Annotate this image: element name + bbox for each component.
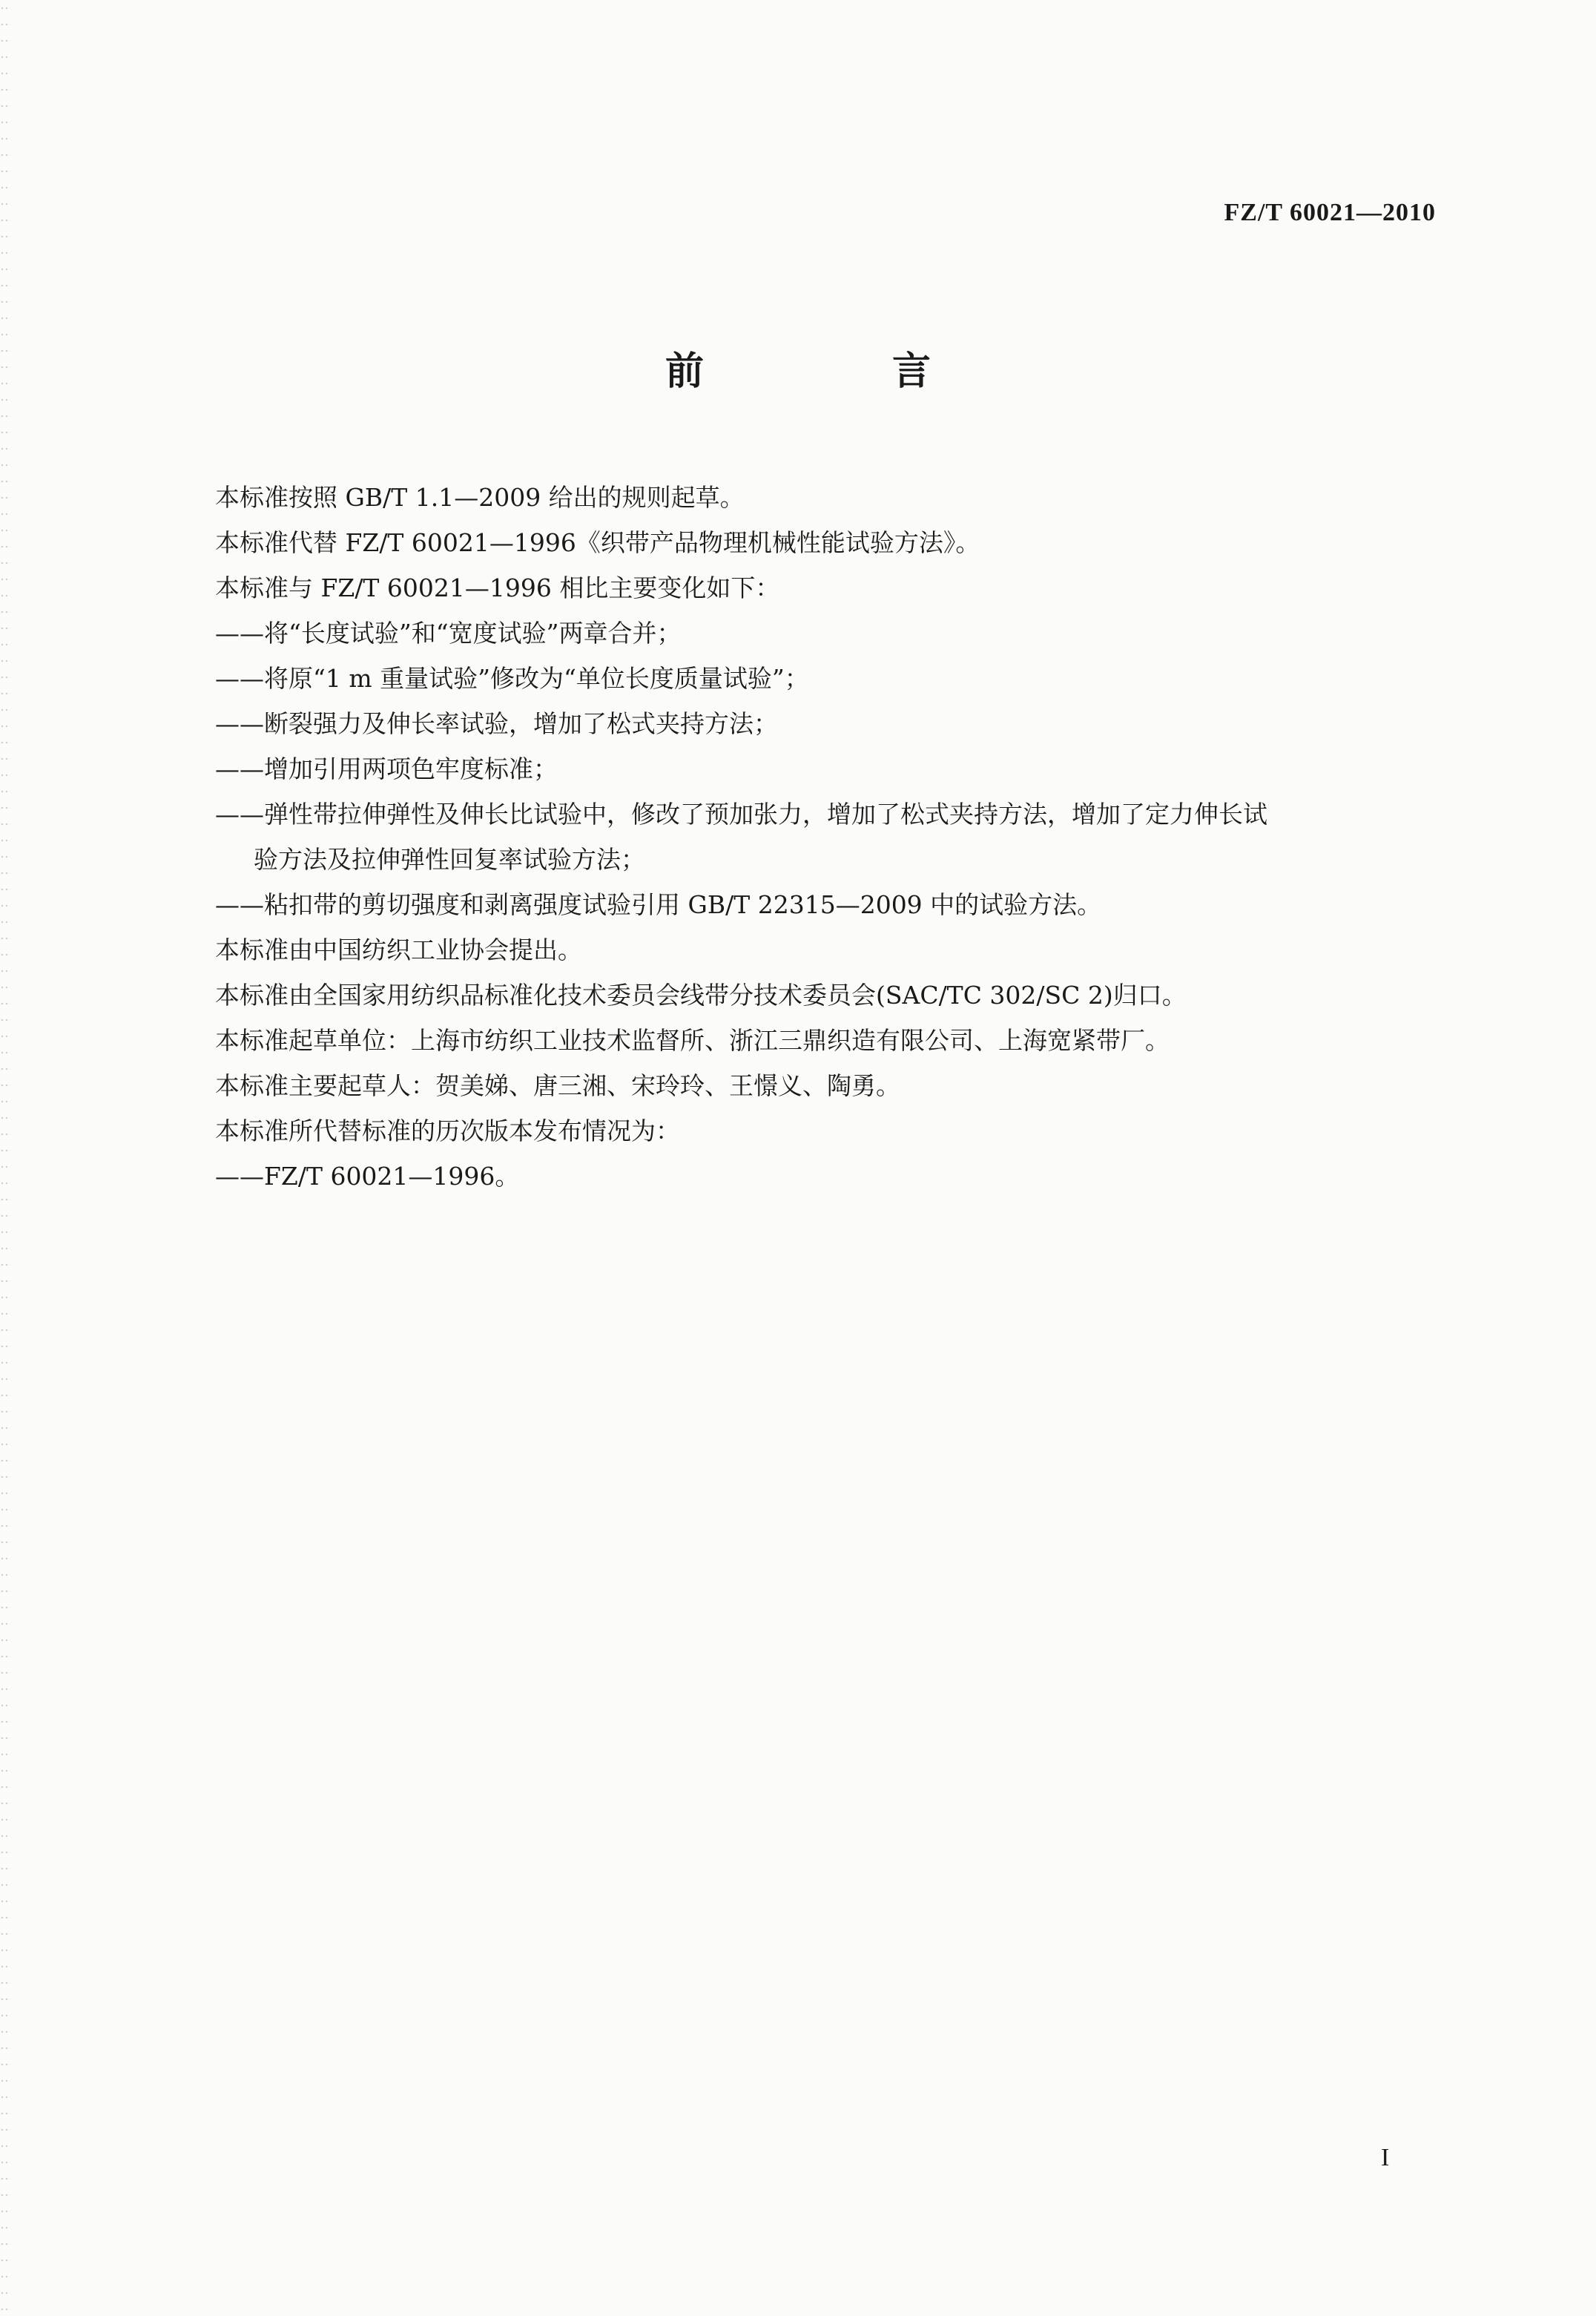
foreword-body [215, 475, 1446, 1199]
text-line: 本标准由全国家用纺织品标准化技术委员会线带分技术委员会(SAC/TC 302/SC 2)归口。 [215, 981, 1187, 1010]
list-item: ——将原“1 m 重量试验”修改为“单位长度质量试验”； [215, 664, 809, 693]
standard-code: FZ/T 60021—2010 [1224, 199, 1436, 226]
text-line: 本标准与 FZ/T 60021—1996 相比主要变化如下： [215, 573, 780, 602]
list-item: ——增加引用两项色牢度标准； [215, 754, 558, 783]
list-item-continuation: 验方法及拉伸弹性回复率试验方法； [254, 845, 645, 874]
list-item: ——FZ/T 60021—1996。 [215, 1162, 520, 1191]
list-item: ——将“长度试验”和“宽度试验”两章合并； [215, 619, 682, 648]
text-line: 本标准起草单位：上海市纺织工业技术监督所、浙江三鼎织造有限公司、上海宽紧带厂。 [215, 1026, 1170, 1055]
text-line: 本标准由中国纺织工业协会提出。 [215, 935, 582, 964]
list-item: ——断裂强力及伸长率试验，增加了松式夹持方法； [215, 709, 778, 738]
text-line: 本标准按照 GB/T 1.1—2009 给出的规则起草。 [215, 483, 745, 512]
page-title: 前 言 [665, 349, 1019, 394]
list-item: ——弹性带拉伸弹性及伸长比试验中，修改了预加张力，增加了松式夹持方法，增加了定力伸长试 [215, 800, 1267, 829]
page-number: I [1381, 2144, 1390, 2171]
text-line: 本标准代替 FZ/T 60021—1996《织带产品物理机械性能试验方法》。 [215, 528, 980, 557]
text-line: 本标准主要起草人：贺美娣、唐三湘、宋玲玲、王憬义、陶勇。 [215, 1071, 900, 1100]
list-item: ——粘扣带的剪切强度和剥离强度试验引用 GB/T 22315—2009 中的试验方法。 [215, 890, 1102, 919]
text-line: 本标准所代替标准的历次版本发布情况为： [215, 1116, 680, 1145]
